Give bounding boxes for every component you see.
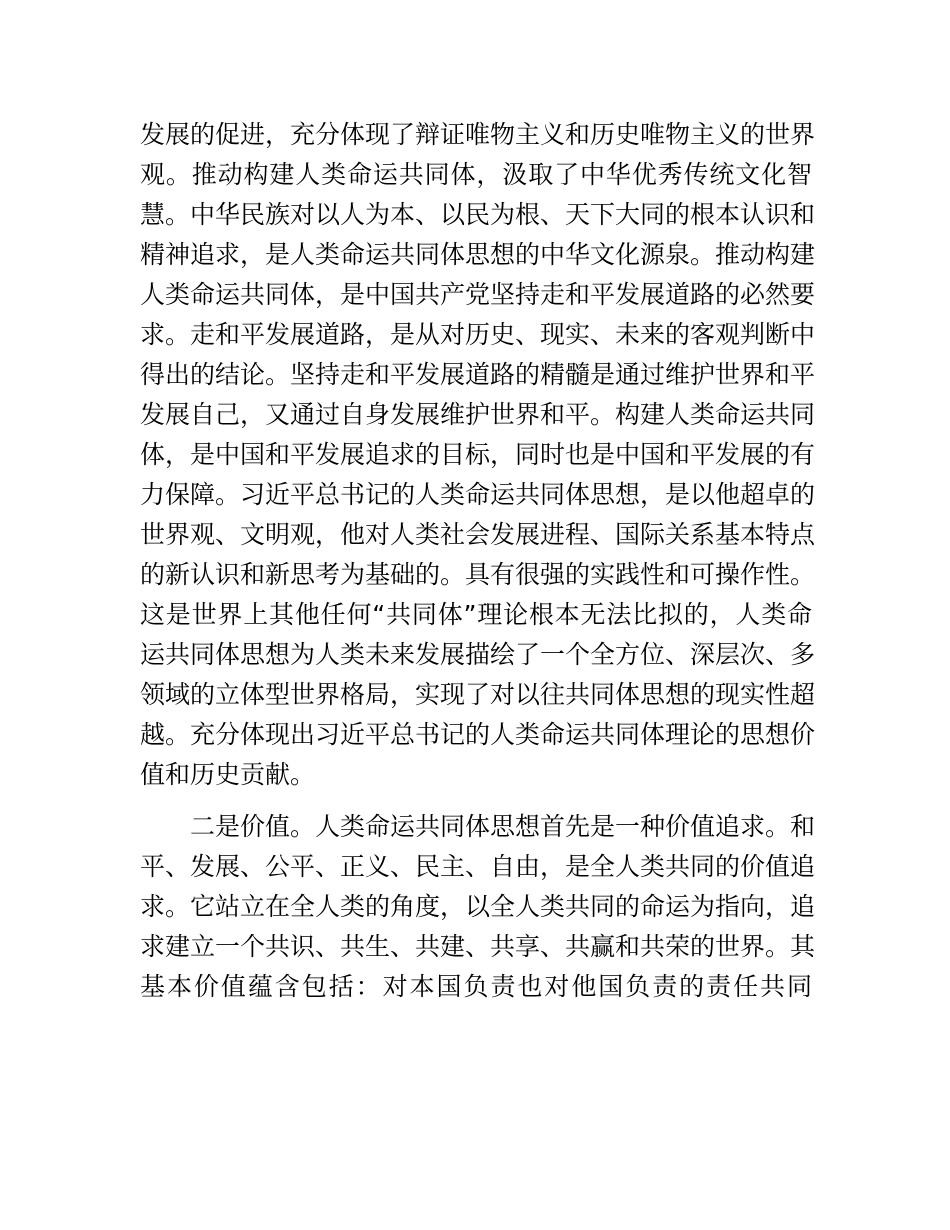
paragraph-2 [140,807,816,1007]
text-line: 慧。中华民族对以人为本、以民为根、天下大同的根本认识和 [140,200,816,229]
text-line: 领域的立体型世界格局，实现了对以往共同体思想的现实性超 [140,680,816,709]
text-line: 平、发展、公平、正义、民主、自由，是全人类共同的价值追 [140,852,816,881]
text-line: 人类命运共同体，是中国共产党坚持走和平发展道路的必然要 [140,280,816,309]
text-line: 二是价值。人类命运共同体思想首先是一种价值追求。和 [140,812,816,841]
text-line: 发展自己，又通过自身发展维护世界和平。构建人类命运共同 [140,400,816,429]
text-line: 求。它站立在全人类的角度，以全人类共同的命运为指向，追 [140,892,816,921]
text-line: 得出的结论。坚持走和平发展道路的精髓是通过维护世界和平 [140,360,816,389]
text-line: 的新认识和新思考为基础的。具有很强的实践性和可操作性。 [140,560,816,589]
text-line: 世界观、文明观，他对人类社会发展进程、国际关系基本特点 [140,520,816,549]
paragraph-spacer [140,795,812,807]
text-line: 观。推动构建人类命运共同体，汲取了中华优秀传统文化智 [140,160,812,189]
text-line: 越。充分体现出习近平总书记的人类命运共同体理论的思想价 [140,720,816,749]
text-line: 这是世界上其他任何“共同体”理论根本无法比拟的，人类命 [140,600,812,629]
text-line: 精神追求，是人类命运共同体思想的中华文化源泉。推动构建 [140,240,816,269]
text-line: 发展的促进，充分体现了辩证唯物主义和历史唯物主义的世界 [140,120,816,149]
text-line: 求建立一个共识、共生、共建、共享、共赢和共荣的世界。其 [140,932,816,961]
paragraph-1 [140,115,816,795]
text-line: 力保障。习近平总书记的人类命运共同体思想，是以他超卓的 [140,480,816,509]
text-line: 体，是中国和平发展追求的目标，同时也是中国和平发展的有 [140,440,816,469]
text-line: 求。走和平发展道路，是从对历史、现实、未来的客观判断中 [140,320,816,349]
body-text [140,115,816,1007]
text-line: 基本价值蕴含包括：对本国负责也对他国负责的责任共同 [140,972,812,1001]
text-line: 运共同体思想为人类未来发展描绘了一个全方位、深层次、多 [140,640,816,669]
text-line: 值和历史贡献。 [140,760,316,789]
